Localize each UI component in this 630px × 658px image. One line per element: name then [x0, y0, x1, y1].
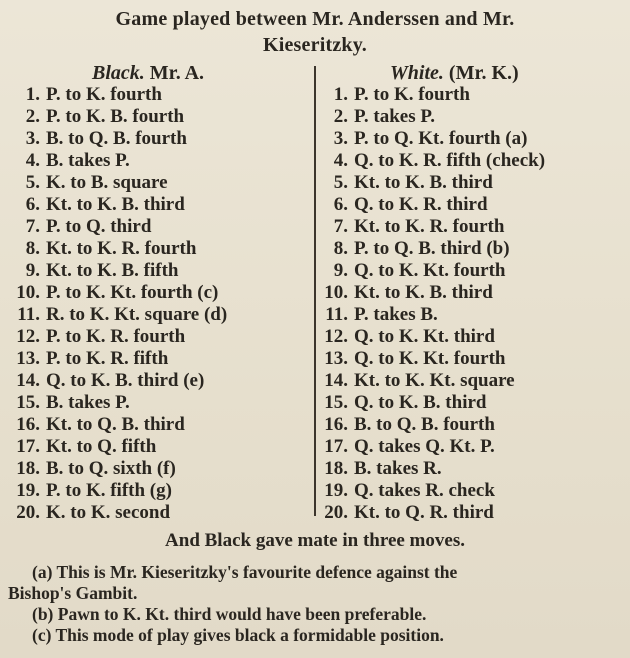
- move-text: Q. to K. Kt. third: [354, 326, 495, 347]
- white-move-row: [318, 458, 545, 480]
- move-text: B. takes R.: [354, 458, 442, 479]
- move-number: 10.: [324, 282, 348, 303]
- game-result: And Black gave mate in three moves.: [165, 530, 465, 551]
- black-move-row: [10, 282, 227, 304]
- move-text: B. to Q. B. fourth: [354, 414, 495, 435]
- move-number: 9.: [333, 260, 348, 281]
- move-text: P. to K. R. fourth: [46, 326, 186, 347]
- black-move-row: [10, 502, 227, 524]
- footnote-c: (c) This mode of play gives black a formidable position.: [32, 625, 444, 645]
- move-number: 19.: [16, 480, 40, 501]
- white-move-row: [318, 502, 545, 524]
- black-move-row: [10, 370, 227, 392]
- move-number: 15.: [324, 392, 348, 413]
- move-text: Kt. to K. B. third: [46, 194, 185, 215]
- white-move-row: [318, 128, 545, 150]
- move-text: Q. to K. Kt. fourth: [354, 260, 506, 281]
- move-text: P. takes B.: [354, 304, 438, 325]
- black-move-row: [10, 304, 227, 326]
- white-move-row: [318, 480, 545, 502]
- move-number: 13.: [324, 348, 348, 369]
- move-text: Kt. to K. B. third: [354, 172, 493, 193]
- black-move-row: [10, 414, 227, 436]
- move-number: 14.: [16, 370, 40, 391]
- move-text: B. takes P.: [46, 392, 130, 413]
- move-number: 19.: [324, 480, 348, 501]
- black-move-row: [10, 216, 227, 238]
- move-number: 3.: [25, 128, 40, 149]
- move-number: 8.: [333, 238, 348, 259]
- move-number: 17.: [324, 436, 348, 457]
- move-number: 2.: [333, 106, 348, 127]
- move-text: P. to K. fifth (g): [46, 480, 172, 501]
- move-text: Q. takes R. check: [354, 480, 495, 501]
- black-move-row: [10, 84, 227, 106]
- black-moves-list: [10, 84, 227, 524]
- move-number: 7.: [333, 216, 348, 237]
- white-player-name: (Mr. K.): [448, 62, 519, 84]
- move-number: 20.: [16, 502, 40, 523]
- black-column-header: [92, 62, 204, 85]
- black-move-row: [10, 480, 227, 502]
- white-column-header: [390, 62, 519, 85]
- move-text: P. to Q. Kt. fourth (a): [354, 128, 528, 149]
- white-move-row: [318, 370, 545, 392]
- move-number: 2.: [25, 106, 40, 127]
- move-number: 14.: [324, 370, 348, 391]
- move-number: 16.: [324, 414, 348, 435]
- white-move-row: [318, 216, 545, 238]
- white-move-row: [318, 194, 545, 216]
- move-number: 17.: [16, 436, 40, 457]
- move-text: Kt. to Q. B. third: [46, 414, 185, 435]
- move-text: Q. to K. R. fifth (check): [354, 150, 546, 171]
- footnotes: [0, 562, 630, 646]
- black-move-row: [10, 392, 227, 414]
- move-number: 6.: [333, 194, 348, 215]
- move-number: 4.: [25, 150, 40, 171]
- move-number: 6.: [25, 194, 40, 215]
- move-text: Kt. to K. B. third: [354, 282, 493, 303]
- move-text: Kt. to K. R. fourth: [354, 216, 505, 237]
- move-text: Kt. to K. R. fourth: [46, 238, 197, 259]
- footnote-a-continued: Bishop's Gambit.: [8, 583, 138, 603]
- white-move-row: [318, 436, 545, 458]
- move-number: 3.: [333, 128, 348, 149]
- move-text: Q. takes Q. Kt. P.: [354, 436, 495, 457]
- move-text: B. to Q. sixth (f): [46, 458, 176, 479]
- move-text: P. to Q. B. third (b): [354, 238, 510, 259]
- move-number: 5.: [25, 172, 40, 193]
- white-move-row: [318, 348, 545, 370]
- footnote-b: (b) Pawn to K. Kt. third would have been preferable.: [32, 604, 427, 624]
- column-divider: [314, 66, 316, 516]
- black-move-row: [10, 128, 227, 150]
- black-label: Black.: [92, 62, 145, 84]
- move-number: 13.: [16, 348, 40, 369]
- move-number: 16.: [16, 414, 40, 435]
- black-move-row: [10, 172, 227, 194]
- white-label: White.: [390, 62, 444, 84]
- move-number: 11.: [325, 304, 348, 325]
- move-text: Kt. to Q. R. third: [354, 502, 494, 523]
- white-move-row: [318, 414, 545, 436]
- black-move-row: [10, 458, 227, 480]
- move-number: 7.: [25, 216, 40, 237]
- move-text: Q. to K. B. third: [354, 392, 487, 413]
- black-move-row: [10, 238, 227, 260]
- white-move-row: [318, 172, 545, 194]
- white-move-row: [318, 106, 545, 128]
- move-text: P. to Q. third: [46, 216, 152, 237]
- white-move-row: [318, 260, 545, 282]
- white-move-row: [318, 304, 545, 326]
- white-move-row: [318, 326, 545, 348]
- move-number: 4.: [333, 150, 348, 171]
- white-move-row: [318, 84, 545, 106]
- black-move-row: [10, 194, 227, 216]
- move-text: Kt. to K. Kt. square: [354, 370, 515, 391]
- white-move-row: [318, 150, 545, 172]
- white-moves-list: [318, 84, 545, 524]
- move-text: R. to K. Kt. square (d): [46, 304, 228, 325]
- move-text: P. to K. Kt. fourth (c): [46, 282, 219, 303]
- black-player-name: Mr. A.: [149, 62, 205, 84]
- move-number: 1.: [333, 84, 348, 105]
- move-number: 9.: [25, 260, 40, 281]
- move-text: Q. to K. Kt. fourth: [354, 348, 506, 369]
- move-number: 5.: [333, 172, 348, 193]
- move-text: Q. to K. B. third (e): [46, 370, 205, 391]
- move-text: P. takes P.: [354, 106, 435, 127]
- move-text: B. to Q. B. fourth: [46, 128, 187, 149]
- page-title: Game played between Mr. Anderssen and Mr.: [115, 8, 515, 30]
- move-number: 20.: [324, 502, 348, 523]
- move-number: 8.: [25, 238, 40, 259]
- white-move-row: [318, 238, 545, 260]
- black-move-row: [10, 106, 227, 128]
- move-number: 10.: [16, 282, 40, 303]
- move-number: 18.: [324, 458, 348, 479]
- move-text: Q. to K. R. third: [354, 194, 488, 215]
- page-title-continued: Kieseritzky.: [262, 34, 368, 56]
- move-text: P. to K. R. fifth: [46, 348, 169, 369]
- move-number: 15.: [16, 392, 40, 413]
- move-number: 12.: [324, 326, 348, 347]
- move-text: P. to K. fourth: [46, 84, 162, 105]
- move-text: P. to K. fourth: [354, 84, 470, 105]
- white-move-row: [318, 392, 545, 414]
- black-move-row: [10, 326, 227, 348]
- move-text: Kt. to Q. fifth: [46, 436, 157, 457]
- move-number: 11.: [17, 304, 40, 325]
- move-number: 18.: [16, 458, 40, 479]
- move-number: 12.: [16, 326, 40, 347]
- move-text: K. to K. second: [46, 502, 171, 523]
- move-text: B. takes P.: [46, 150, 130, 171]
- move-text: P. to K. B. fourth: [46, 106, 185, 127]
- white-move-row: [318, 282, 545, 304]
- black-move-row: [10, 260, 227, 282]
- black-move-row: [10, 348, 227, 370]
- move-text: K. to B. square: [46, 172, 168, 193]
- black-move-row: [10, 436, 227, 458]
- move-number: 1.: [25, 84, 40, 105]
- move-text: Kt. to K. B. fifth: [46, 260, 179, 281]
- black-move-row: [10, 150, 227, 172]
- footnote-a: (a) This is Mr. Kieseritzky's favourite defence against the: [32, 562, 458, 582]
